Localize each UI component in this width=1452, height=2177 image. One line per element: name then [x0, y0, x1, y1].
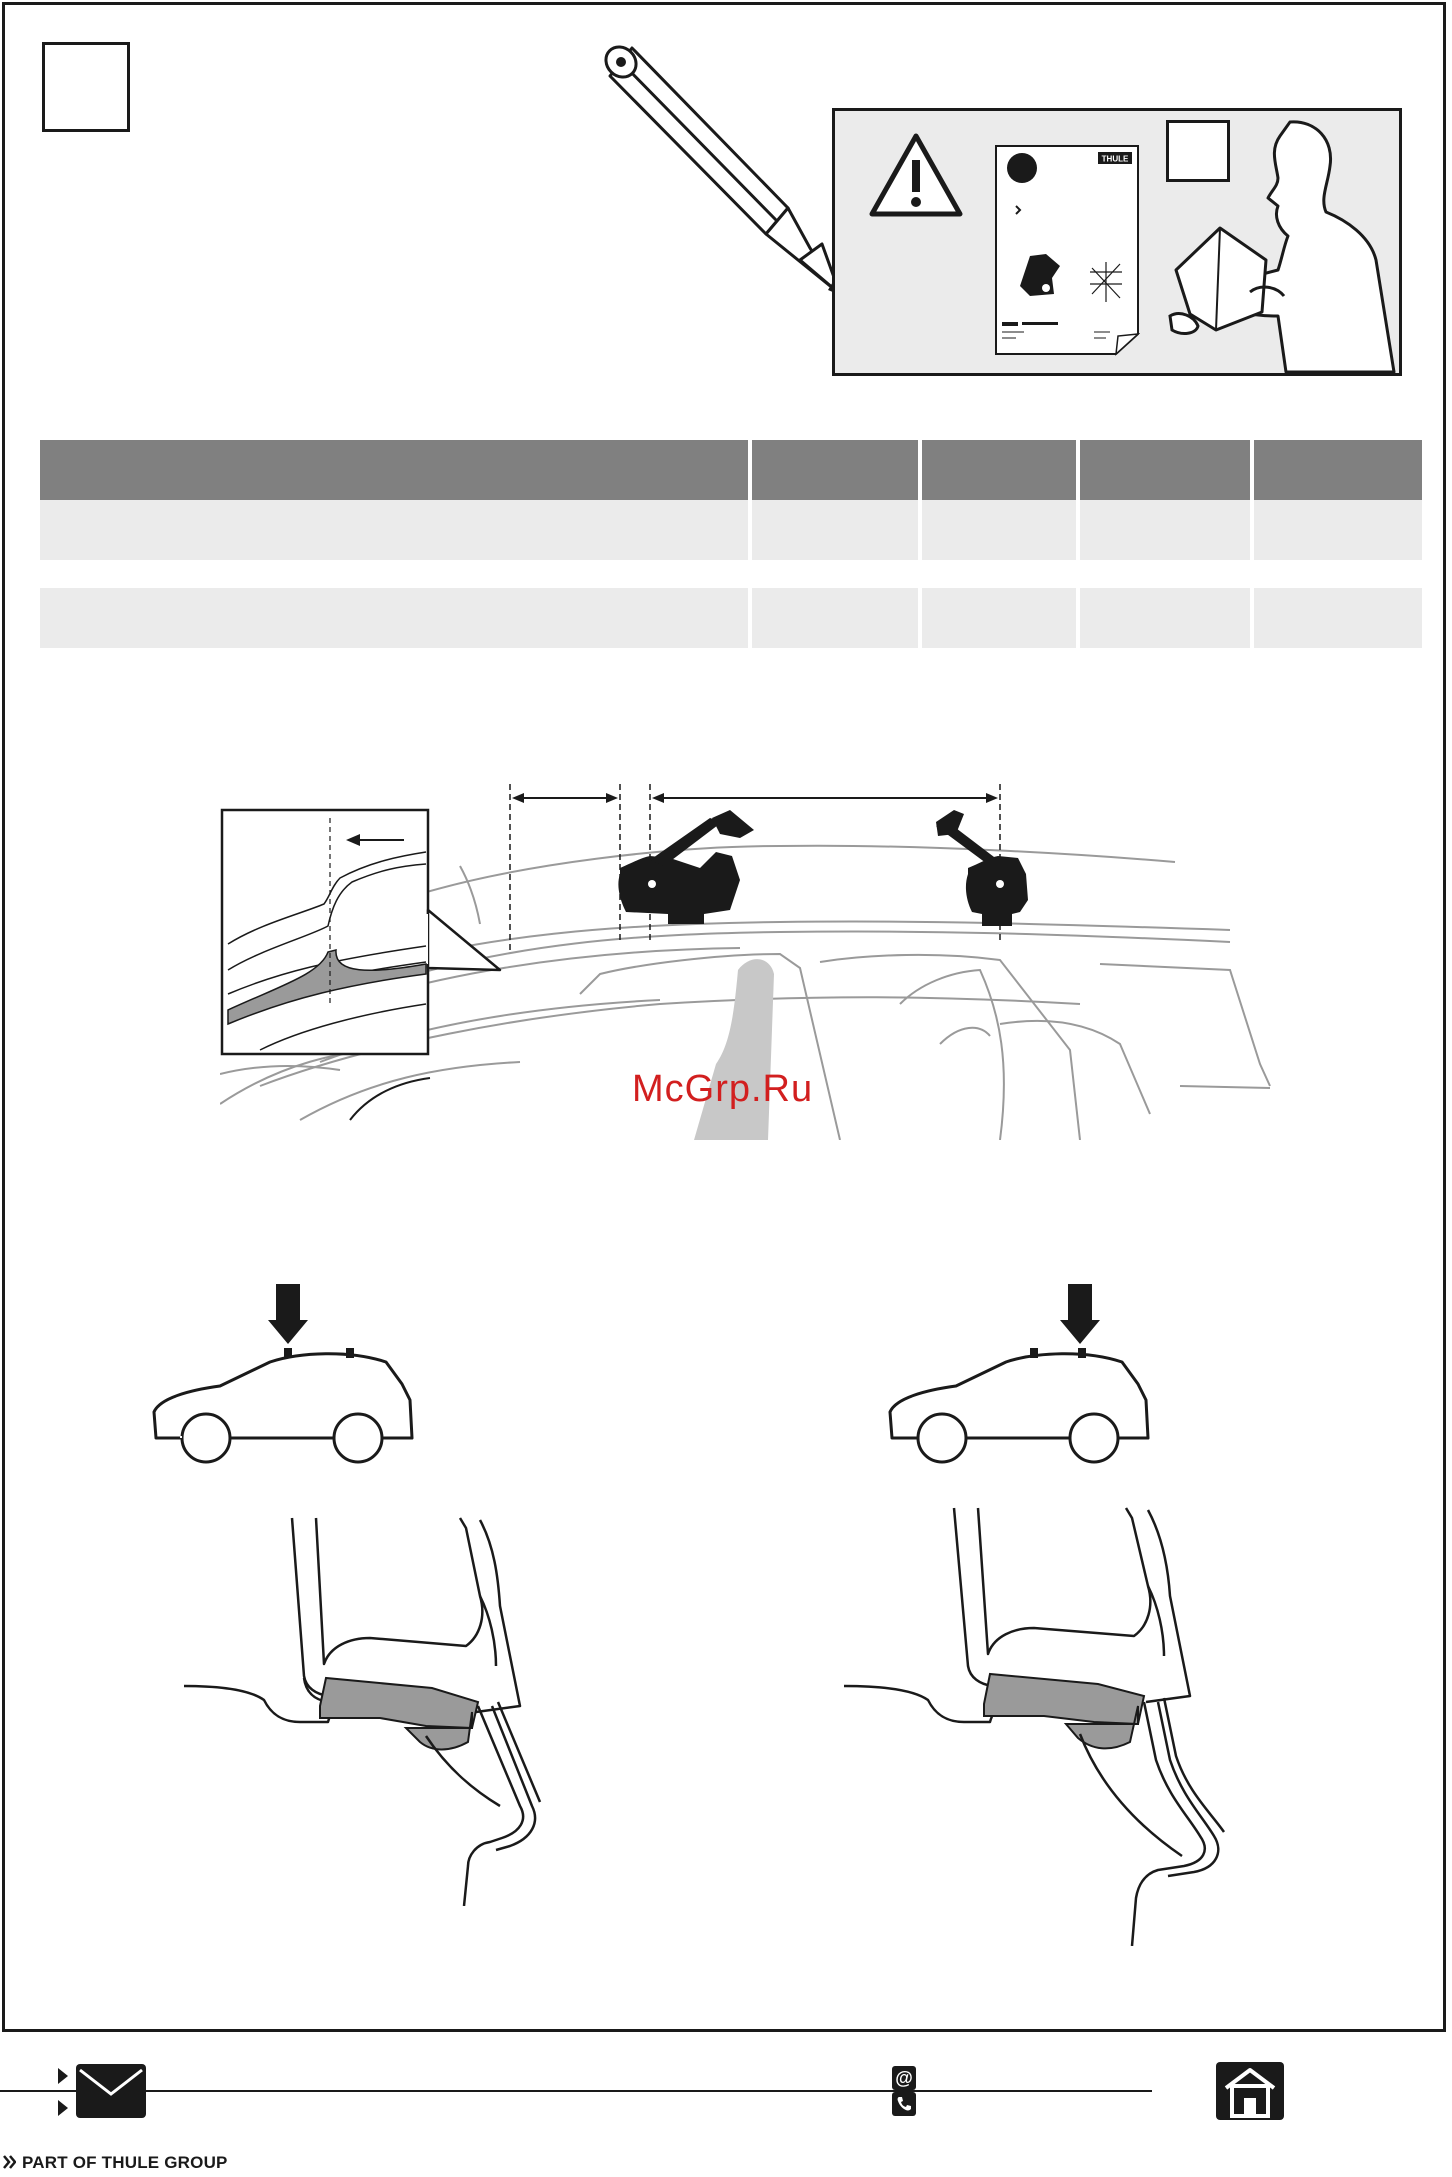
manual-brand-label: THULE — [1101, 154, 1129, 164]
table-header-cell — [1254, 440, 1422, 500]
table-header-cell — [752, 440, 918, 500]
table-spacer-row — [40, 560, 1422, 588]
table-cell — [1080, 500, 1250, 560]
table-cell — [40, 500, 748, 560]
step-number-box — [42, 42, 130, 132]
watermark-text: McGrp.Ru — [632, 1068, 814, 1110]
table-row — [40, 500, 1422, 560]
table-cell — [752, 588, 918, 648]
table-cell — [922, 588, 1076, 648]
car-side-diagram-rear — [886, 1280, 1152, 1466]
phone-icon[interactable] — [892, 2092, 916, 2116]
chevron-right-icon — [56, 2064, 70, 2120]
table-cell — [1254, 500, 1422, 560]
table-cell — [922, 500, 1076, 560]
envelope-icon — [76, 2064, 146, 2118]
fitting-table — [36, 440, 1426, 648]
footer-divider — [0, 2090, 1152, 2092]
warning-icon — [868, 132, 964, 218]
manual-document-icon — [994, 144, 1140, 356]
foot-pad-detail-front — [180, 1516, 550, 1906]
table-header-cell — [922, 440, 1076, 500]
car-side-diagram-front — [150, 1280, 416, 1466]
svg-text:@: @ — [895, 2068, 913, 2088]
person-reading-icon — [1150, 120, 1402, 376]
home-icon[interactable] — [1216, 2062, 1284, 2120]
thule-chevron-icon — [2, 2154, 16, 2170]
table-row — [40, 588, 1422, 648]
table-cell — [752, 500, 918, 560]
at-icon[interactable] — [892, 2066, 916, 2090]
foot-pad-detail-rear — [838, 1506, 1238, 1946]
footer-tagline: PART OF THULE GROUP — [22, 2153, 228, 2172]
table-cell — [1254, 588, 1422, 648]
table-header-cell — [1080, 440, 1250, 500]
table-cell — [1080, 588, 1250, 648]
table-header-cell — [40, 440, 748, 500]
table-cell — [40, 588, 748, 648]
table-header-row — [40, 440, 1422, 500]
pencil-icon — [590, 36, 850, 306]
